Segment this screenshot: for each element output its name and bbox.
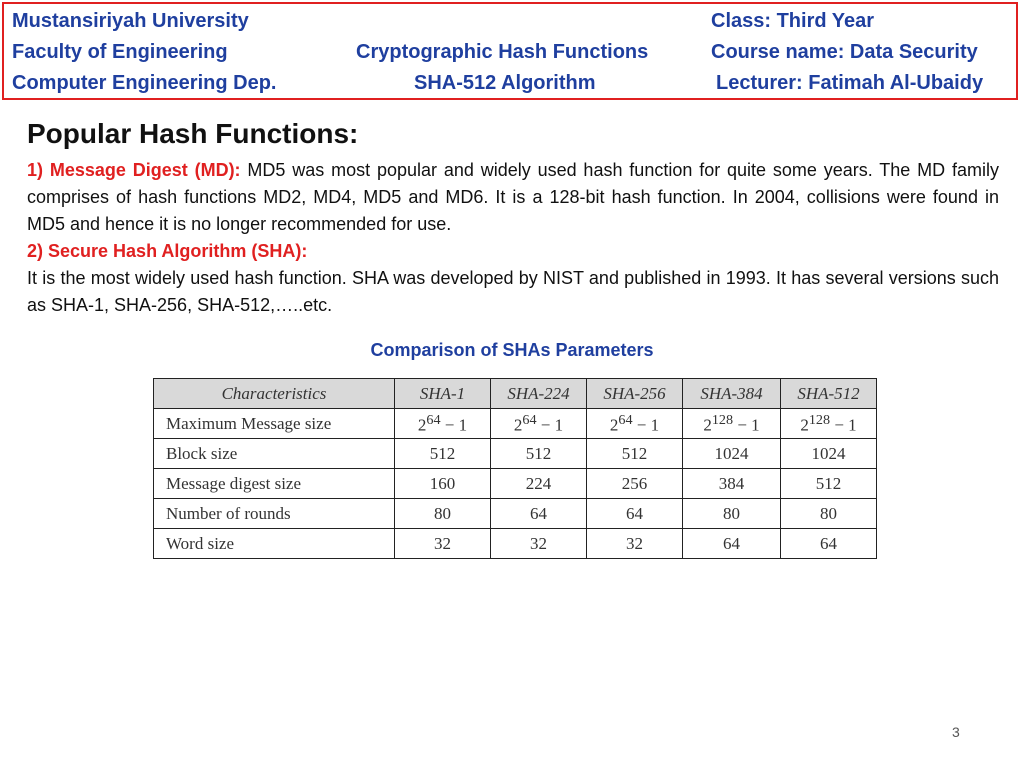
table-cell: 160 [395,469,491,499]
lecturer-name: Lecturer: Fatimah Al-Ubaidy [716,72,984,94]
table-cell: 64 [587,499,683,529]
faculty-name: Faculty of Engineering [12,41,228,63]
table-cell: 1024 [781,439,877,469]
lecture-subtopic: SHA-512 Algorithm [414,72,596,94]
col-header-characteristics: Characteristics [154,379,395,409]
table-row [154,529,877,559]
table-cell: 1024 [683,439,781,469]
table-cell: 384 [683,469,781,499]
table-cell: 256 [587,469,683,499]
table-cell: 512 [491,439,587,469]
table-cell: $2^{64} - 1$ [395,409,491,439]
table-row [154,499,877,529]
table-cell: $2^{64} - 1$ [491,409,587,439]
table-cell: 64 [683,529,781,559]
md-text: MD5 was most popular and widely used hash function for quite some years. The MD family comprises of hash functions MD2, MD4, MD5 and MD6. It is a 128-bit hash function. In 2004, collisions were found in MD5 and hence it is no longer recommended for use. [27,160,999,234]
header-box [2,2,1018,100]
table-caption: Comparison of SHAs Parameters [370,340,654,360]
md-heading: 1) Message Digest (MD): [27,160,241,180]
table-cell: 64 [491,499,587,529]
table-cell: 80 [683,499,781,529]
md-paragraph [27,157,999,238]
table-cell: 32 [395,529,491,559]
row-label: Block size [154,439,395,469]
table-cell: 64 [781,529,877,559]
col-header-sha224: SHA-224 [491,379,587,409]
table-cell: 512 [781,469,877,499]
table-row [154,469,877,499]
row-label: Message digest size [154,469,395,499]
col-header-sha512: SHA-512 [781,379,877,409]
page-number: 3 [952,724,960,740]
table-cell: 80 [781,499,877,529]
table-cell: $2^{128} - 1$ [683,409,781,439]
sha-paragraph: It is the most widely used hash function. SHA was developed by NIST and published in 1993. It has several versions such as SHA-1, SHA-256, SHA-512,…..etc. [27,268,999,315]
table-cell: $2^{64} - 1$ [587,409,683,439]
table-cell: 32 [491,529,587,559]
col-header-sha256: SHA-256 [587,379,683,409]
department-name: Computer Engineering Dep. [12,72,277,94]
sha-comparison-table [153,378,877,559]
table-cell: 512 [587,439,683,469]
table-cell: 80 [395,499,491,529]
sha-heading-line [27,238,999,265]
table-cell: 224 [491,469,587,499]
sha-heading: 2) Secure Hash Algorithm (SHA): [27,241,308,261]
table-cell: 32 [587,529,683,559]
row-label: Maximum Message size [154,409,395,439]
table-header-row [154,379,877,409]
section-title: Popular Hash Functions: [27,118,359,149]
university-name: Mustansiriyah University [12,10,249,32]
row-label: Number of rounds [154,499,395,529]
course-name: Course name: Data Security [711,41,978,63]
table-cell: $2^{128} - 1$ [781,409,877,439]
col-header-sha384: SHA-384 [683,379,781,409]
table-row [154,439,877,469]
table-row [154,409,877,439]
class-info: Class: Third Year [711,10,875,32]
col-header-sha1: SHA-1 [395,379,491,409]
row-label: Word size [154,529,395,559]
lecture-topic: Cryptographic Hash Functions [356,41,649,63]
table-cell: 512 [395,439,491,469]
